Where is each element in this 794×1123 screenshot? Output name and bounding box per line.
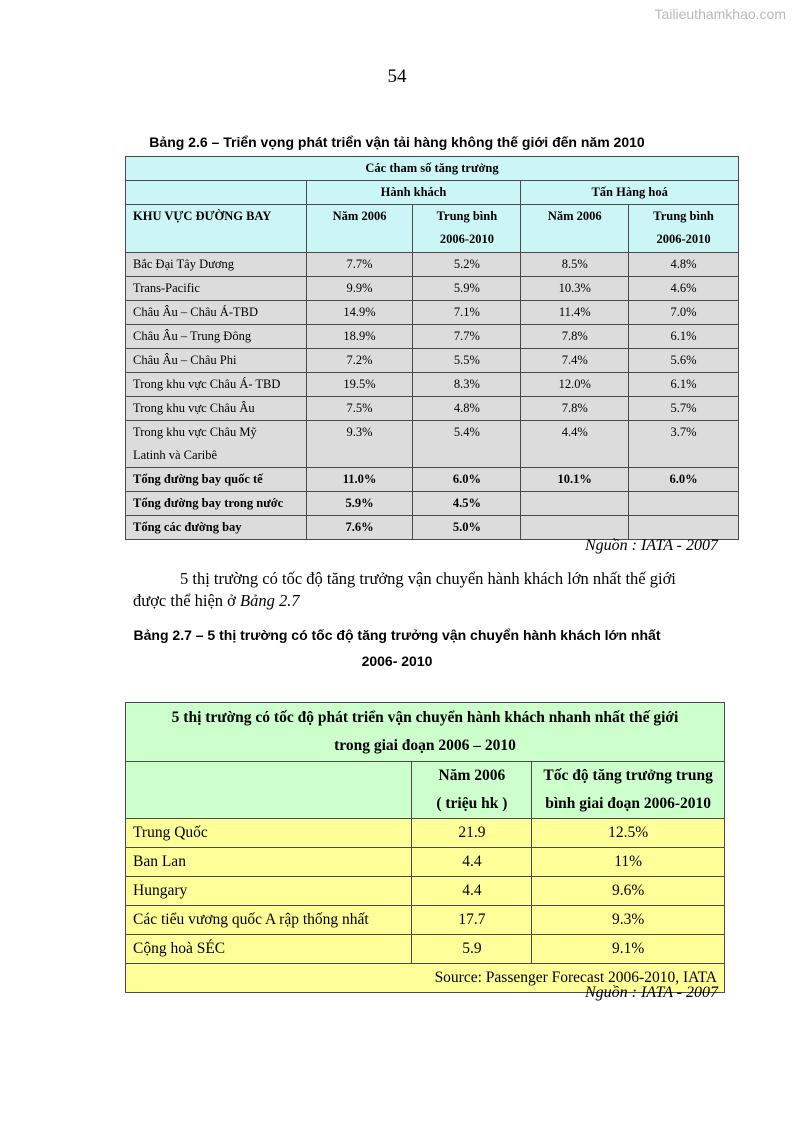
passenger-avg: 7.1% [413, 301, 521, 325]
table2-title-line2: trong giai đoạn 2006 – 2010 [334, 737, 516, 754]
cargo-2006 [521, 492, 629, 516]
col-passenger-avg [413, 205, 521, 253]
passenger-2006: 9.9% [306, 277, 413, 301]
paragraph-line1: 5 thị trường có tốc độ tăng trưởng vận chuyển hành khách lớn nhất thế giới [180, 569, 676, 588]
region: Trong khu vực Châu Á- TBD [126, 373, 307, 397]
passenger-avg: 4.8% [413, 397, 521, 421]
passengers: 4.4 [412, 848, 532, 877]
col-passengers-2006 [412, 762, 532, 819]
passenger-avg: 6.0% [413, 468, 521, 492]
passengers: 17.7 [412, 906, 532, 935]
passenger-2006: 7.2% [306, 349, 413, 373]
cargo-2006: 10.3% [521, 277, 629, 301]
market: Ban Lan [126, 848, 412, 877]
table-row [126, 253, 739, 277]
table2-footer: Source: Passenger Forecast 2006-2010, IATA [126, 964, 725, 993]
params-header: Các tham số tăng trưởng [126, 157, 739, 181]
group-cargo: Tấn Hàng hoá [521, 181, 739, 205]
cargo-2006: 7.4% [521, 349, 629, 373]
cargo-avg: 6.1% [629, 373, 739, 397]
market: Trung Quốc [126, 819, 412, 848]
region: Tổng đường bay quốc tế [126, 468, 307, 492]
col-rate-line1: Tốc độ tăng trưởng trung [543, 767, 713, 784]
empty-header-cell [126, 762, 412, 819]
cargo-2006: 10.1% [521, 468, 629, 492]
passenger-2006: 11.0% [306, 468, 413, 492]
passengers: 4.4 [412, 877, 532, 906]
cargo-2006: 11.4% [521, 301, 629, 325]
paragraph-line2-text: được thể hiện ở [133, 591, 241, 610]
table-row [126, 349, 739, 373]
table2-source: Nguồn : IATA - 2007 [584, 984, 718, 1001]
region: Bắc Đại Tây Dương [126, 253, 307, 277]
region: Trong khu vực Châu Âu [126, 397, 307, 421]
paragraph-line2 [133, 590, 723, 612]
growth-rate: 9.6% [532, 877, 725, 906]
region-line2: Latinh và Caribê [133, 448, 217, 462]
region [126, 421, 307, 468]
passenger-avg: 5.0% [413, 516, 521, 540]
growth-outlook-table [125, 156, 739, 540]
table-row [126, 421, 739, 468]
table2-caption-line2: 2006- 2010 [361, 653, 433, 669]
cargo-2006 [521, 516, 629, 540]
group-passenger: Hành khách [306, 181, 521, 205]
page-number: 54 [387, 66, 407, 87]
table2-title-line1: 5 thị trường có tốc độ phát triển vận chuyển hành khách nhanh nhất thế giới [171, 709, 679, 726]
passengers: 21.9 [412, 819, 532, 848]
empty-header-cell [126, 181, 307, 205]
cargo-avg: 6.0% [629, 468, 739, 492]
col-year-line1: Năm 2006 [438, 767, 506, 784]
total-row [126, 516, 739, 540]
cargo-avg: 3.7% [629, 421, 739, 468]
passenger-avg: 7.7% [413, 325, 521, 349]
passenger-2006: 5.9% [306, 492, 413, 516]
region-line1: Trong khu vực Châu Mỹ [133, 425, 257, 439]
passenger-2006: 7.7% [306, 253, 413, 277]
passenger-avg: 5.5% [413, 349, 521, 373]
passengers: 5.9 [412, 935, 532, 964]
growth-rate: 9.3% [532, 906, 725, 935]
col-growth-rate [532, 762, 725, 819]
passenger-2006: 7.5% [306, 397, 413, 421]
market: Hungary [126, 877, 412, 906]
passenger-avg: 8.3% [413, 373, 521, 397]
region: Trans-Pacific [126, 277, 307, 301]
table2-caption: Bảng 2.7 – 5 thị trường có tốc độ tăng trưởng vận chuyển hành khách lớn nhất [133, 627, 661, 643]
paragraph-table-ref: Bảng 2.7 [240, 591, 300, 610]
market: Cộng hoà SÉC [126, 935, 412, 964]
cargo-avg: 5.6% [629, 349, 739, 373]
table-row [126, 301, 739, 325]
col-rate-line2: bình giai đoạn 2006-2010 [545, 795, 712, 812]
cargo-avg: 4.8% [629, 253, 739, 277]
table-row [126, 848, 725, 877]
growth-rate: 9.1% [532, 935, 725, 964]
cargo-2006: 4.4% [521, 421, 629, 468]
passenger-2006: 7.6% [306, 516, 413, 540]
passenger-avg: 5.2% [413, 253, 521, 277]
region: Tổng đường bay trong nước [126, 492, 307, 516]
table-row [126, 819, 725, 848]
cargo-2006: 7.8% [521, 325, 629, 349]
col-avg-line1: Trung bình [653, 209, 714, 223]
market: Các tiểu vương quốc A rập thống nhất [126, 906, 412, 935]
cargo-2006: 8.5% [521, 253, 629, 277]
cargo-2006: 7.8% [521, 397, 629, 421]
growth-rate: 12.5% [532, 819, 725, 848]
table-row [126, 877, 725, 906]
total-row [126, 492, 739, 516]
col-avg-line1: Trung bình [436, 209, 498, 223]
col-year-line2: ( triệu hk ) [436, 795, 508, 812]
cargo-avg: 5.7% [629, 397, 739, 421]
col-avg-line2: 2006-2010 [656, 232, 711, 246]
table2-title [126, 703, 725, 762]
cargo-avg: 4.6% [629, 277, 739, 301]
passenger-2006: 9.3% [306, 421, 413, 468]
table-row [126, 373, 739, 397]
passenger-avg: 5.4% [413, 421, 521, 468]
table-row [126, 906, 725, 935]
cargo-avg: 7.0% [629, 301, 739, 325]
col-cargo-avg [629, 205, 739, 253]
region: Châu Âu – Châu Phi [126, 349, 307, 373]
watermark: Tailieuthamkhao.com [654, 6, 786, 22]
region: Tổng các đường bay [126, 516, 307, 540]
passenger-2006: 19.5% [306, 373, 413, 397]
top-markets-table [125, 702, 725, 993]
table1-caption: Bảng 2.6 – Triển vọng phát triển vận tải hàng không thế giới đến năm 2010 [149, 134, 645, 150]
col-passenger-2006: Năm 2006 [306, 205, 413, 253]
region: Châu Âu – Trung Đông [126, 325, 307, 349]
table-row [126, 935, 725, 964]
col-region: KHU VỰC ĐƯỜNG BAY [126, 205, 307, 253]
passenger-2006: 14.9% [306, 301, 413, 325]
total-row [126, 468, 739, 492]
table-row [126, 325, 739, 349]
table-row [126, 397, 739, 421]
cargo-avg [629, 516, 739, 540]
cargo-avg: 6.1% [629, 325, 739, 349]
table1-source: Nguồn : IATA - 2007 [584, 537, 718, 554]
body-paragraph [133, 568, 723, 612]
region: Châu Âu – Châu Á-TBD [126, 301, 307, 325]
col-cargo-2006: Năm 2006 [521, 205, 629, 253]
col-avg-line2: 2006-2010 [439, 232, 494, 246]
cargo-avg [629, 492, 739, 516]
passenger-avg: 5.9% [413, 277, 521, 301]
table-row [126, 277, 739, 301]
passenger-2006: 18.9% [306, 325, 413, 349]
growth-rate: 11% [532, 848, 725, 877]
cargo-2006: 12.0% [521, 373, 629, 397]
passenger-avg: 4.5% [413, 492, 521, 516]
